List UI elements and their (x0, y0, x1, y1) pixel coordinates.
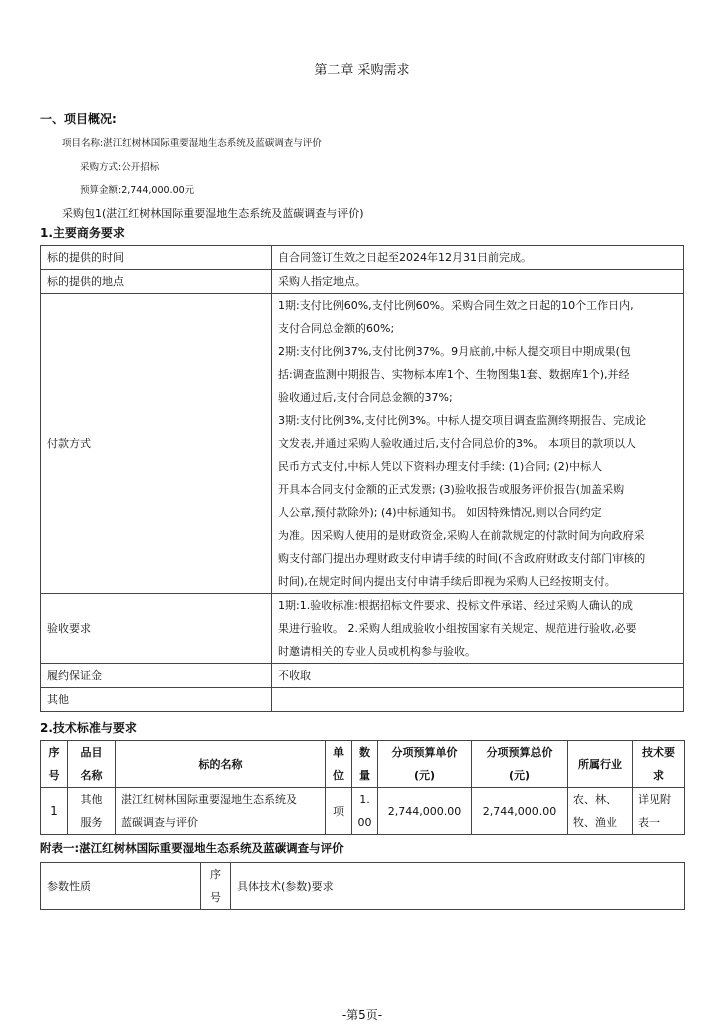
biz-heading: 1.主要商务要求 (40, 226, 125, 240)
page-number: -第5页- (341, 1008, 383, 1022)
row-value: 不收取 (272, 664, 684, 688)
row-value (272, 688, 684, 712)
cell-target: 湛江红树林国际重要湿地生态系统及 蓝碳调查与评价 (116, 788, 326, 835)
row-label: 验收要求 (41, 594, 272, 664)
text-line: 民币方式支付,中标人凭以下资料办理支付手续: (1)合同; (2)中标人 (278, 460, 603, 473)
row-label: 履约保证金 (41, 664, 272, 688)
cell-qty: 1. 00 (352, 788, 378, 835)
cell-unit-budget: 2,744,000.00 (378, 788, 472, 835)
text-line: 验收通过后,支付合同总金额的37%; (278, 391, 453, 404)
table-row (41, 270, 684, 294)
payment-terms (272, 294, 684, 594)
text-line: 括:调查监测中期报告、实物标本库1个、生物图集1套、数据库1个),并经 (278, 368, 630, 381)
cell-unit: 项 (326, 788, 352, 835)
header-target: 标的名称 (116, 741, 326, 788)
header-industry: 所属行业 (568, 741, 633, 788)
header-qty: 数 量 (352, 741, 378, 788)
text-line: 3期:支付比例3%,支付比例3%。中标人提交项目调查监测终期报告、完成论 (278, 414, 647, 427)
row-label: 其他 (41, 688, 272, 712)
table-header-row (41, 741, 685, 788)
header-seq: 序 号 (41, 741, 68, 788)
row-label: 付款方式 (41, 294, 272, 594)
table-row (41, 294, 684, 594)
cell-item: 其他 服务 (68, 788, 116, 835)
business-requirements-table (40, 245, 684, 712)
procurement-method: 采购方式:公开招标 (80, 162, 160, 173)
header-unit-budget: 分项预算单价 (元) (378, 741, 472, 788)
cell-industry: 农、林、 牧、渔业 (568, 788, 633, 835)
row-value: 自合同签订生效之日起至2024年12月31日前完成。 (272, 246, 684, 270)
table-row (41, 788, 685, 835)
chapter-title: 第二章 采购需求 (314, 63, 410, 78)
text-line: 1期:支付比例60%,支付比例60%。采购合同生效之日起的10个工作日内, (278, 299, 634, 312)
project-name: 项目名称:湛江红树林国际重要湿地生态系统及蓝碳调查与评价 (62, 138, 322, 149)
text-line: 1期:1.验收标准:根据招标文件要求、投标文件承诺、经过采购人确认的成 (278, 599, 633, 612)
table-row (41, 688, 684, 712)
header-spec: 具体技术(参数)要求 (231, 863, 685, 910)
table-row (41, 594, 684, 664)
table-row (41, 246, 684, 270)
package-title: 采购包1(湛江红树林国际重要湿地生态系统及蓝碳调查与评价) (62, 207, 364, 220)
header-unit: 单 位 (326, 741, 352, 788)
cell-total-budget: 2,744,000.00 (472, 788, 568, 835)
text-line: 果进行验收。 2.采购人组成验收小组按国家有关规定、规范进行验收,必要 (278, 622, 637, 635)
text-line: 支付合同总金额的60%; (278, 322, 395, 335)
header-param-nature: 参数性质 (41, 863, 201, 910)
text-line: 购支付部门提出办理财政支付申请手续的时间(不含政府财政支付部门审核的 (278, 552, 646, 565)
cell-seq: 1 (41, 788, 68, 835)
section-heading-overview: 一、项目概况: (40, 112, 117, 126)
header-item: 品目 名称 (68, 741, 116, 788)
appendix-heading: 附表一:湛江红树林国际重要湿地生态系统及蓝碳调查与评价 (40, 841, 344, 855)
tech-heading: 2.技术标准与要求 (40, 721, 137, 735)
text-line: 开具本合同支付金额的正式发票; (3)验收报告或服务评价报告(加盖采购 (278, 483, 625, 496)
header-tech-req: 技术要 求 (633, 741, 685, 788)
technical-standards-table (40, 740, 685, 835)
text-line: 为准。因采购人使用的是财政资金,采购人在前款规定的付款时间为向政府采 (278, 529, 645, 542)
text-line: 时间),在规定时间内提出支付申请手续后即视为采购人已经按期支付。 (278, 575, 616, 588)
table-row (41, 664, 684, 688)
text-line: 时邀请相关的专业人员或机构参与验收。 (278, 645, 476, 658)
row-label: 标的提供的地点 (41, 270, 272, 294)
row-value: 采购人指定地点。 (272, 270, 684, 294)
acceptance-terms (272, 594, 684, 664)
table-header-row (41, 863, 685, 910)
cell-tech-req: 详见附 表一 (633, 788, 685, 835)
header-seq: 序 号 (201, 863, 231, 910)
row-label: 标的提供的时间 (41, 246, 272, 270)
text-line: 文发表,并通过采购人验收通过后,支付合同总价的3%。 本项目的款项以人 (278, 437, 636, 450)
budget-amount: 预算金额:2,744,000.00元 (80, 185, 195, 196)
header-total-budget: 分项预算总价 (元) (472, 741, 568, 788)
text-line: 2期:支付比例37%,支付比例37%。9月底前,中标人提交项目中期成果(包 (278, 345, 631, 358)
text-line: 人公章,预付款除外); (4)中标通知书。 如因特殊情况,则以合同约定 (278, 506, 602, 519)
appendix-table (40, 862, 685, 910)
